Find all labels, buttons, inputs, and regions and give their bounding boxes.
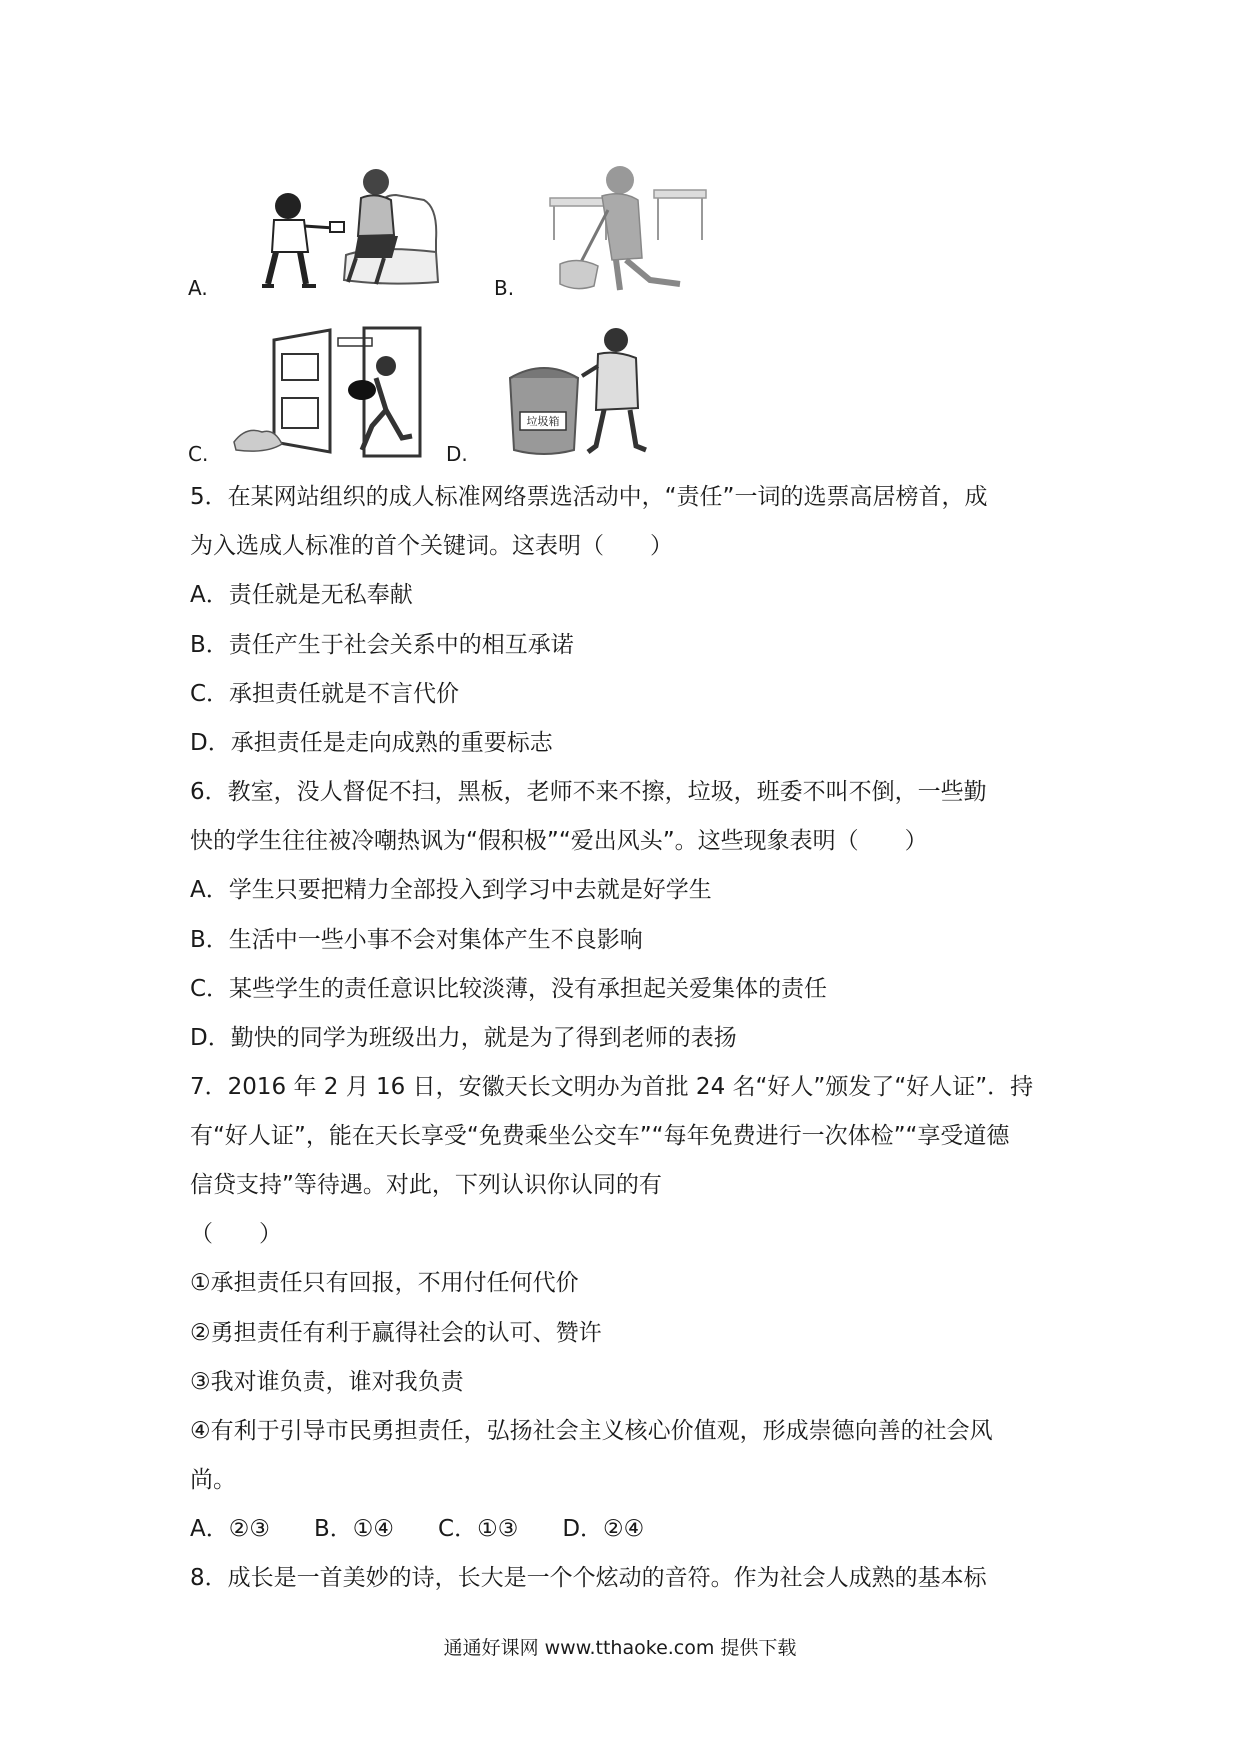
- q6-stem-line-2: 快的学生往往被冷嘲热讽为“假积极”“爱出风头”。这些现象表明（ ）: [190, 828, 928, 854]
- q5-option-b: B．责任产生于社会关系中的相互承诺: [190, 632, 574, 658]
- option-c-picture: [226, 318, 426, 466]
- page-footer: 通通好课网 www.tthaoke.com 提供下载: [443, 1637, 797, 1659]
- q6-option-c: C．某些学生的责任意识比较淡薄，没有承担起关爱集体的责任: [190, 976, 828, 1002]
- q6-stem-line-1: 6．教室，没人督促不扫，黑板，老师不来不擦，垃圾，班委不叫不倒，一些勤: [190, 779, 987, 805]
- q7-statement-4-continued: 尚。: [190, 1467, 236, 1493]
- q7-choice-a: A．②③: [190, 1516, 270, 1542]
- option-d-label: D.: [446, 442, 468, 466]
- q6-option-b: B．生活中一些小事不会对集体产生不良影响: [190, 927, 643, 953]
- q7-choices: [190, 1514, 688, 1544]
- option-b-picture: [530, 160, 710, 296]
- q7-choice-b: B．①④: [313, 1516, 395, 1542]
- q7-statement-3: ③我对谁负责，谁对我负责: [190, 1369, 464, 1395]
- q5-stem-line-2: 为入选成人标准的首个关键词。这表明（ ）: [190, 533, 673, 559]
- q5-stem-line-1: 5．在某网站组织的成人标准网络票选活动中，“责任”一词的选票高居榜首，成: [190, 484, 988, 510]
- q7-choice-d: D．②④: [562, 1516, 645, 1542]
- q6-option-a: A．学生只要把精力全部投入到学习中去就是好学生: [190, 877, 712, 903]
- q5-option-c: C．承担责任就是不言代价: [190, 681, 460, 707]
- q6-option-d: D．勤快的同学为班级出力，就是为了得到老师的表扬: [190, 1025, 737, 1051]
- q5-option-d: D．承担责任是走向成熟的重要标志: [190, 730, 553, 756]
- bin-label: 垃圾箱: [526, 415, 560, 428]
- option-a-picture: [226, 160, 454, 296]
- option-b-label: B.: [494, 276, 515, 300]
- q7-stem-line-1: 7．2016 年 2 月 16 日，安徽天长文明办为首批 24 名“好人”颁发了“好人证”．持: [190, 1074, 1034, 1100]
- option-a-label: A.: [188, 276, 208, 300]
- option-d-picture: [484, 318, 664, 466]
- q7-stem-line-4: （ ）: [190, 1221, 282, 1247]
- q7-choice-c: C．①③: [438, 1516, 519, 1542]
- q7-stem-line-2: 有“好人证”，能在天长享受“免费乘坐公交车”“每年免费进行一次体检”“享受道德: [190, 1123, 1010, 1149]
- q7-statement-4: ④有利于引导市民勇担责任，弘扬社会主义核心价值观，形成崇德向善的社会风: [190, 1418, 993, 1444]
- q7-stem-line-3: 信贷支持”等待遇。对此，下列认识你认同的有: [190, 1172, 662, 1198]
- option-c-label: C.: [188, 442, 209, 466]
- q5-option-a: A．责任就是无私奉献: [190, 582, 413, 608]
- q7-statement-1: ①承担责任只有回报，不用付任何代价: [190, 1270, 579, 1296]
- q8-stem-line-1: 8．成长是一首美妙的诗，长大是一个个炫动的音符。作为社会人成熟的基本标: [190, 1565, 987, 1591]
- q7-statement-2: ②勇担责任有利于赢得社会的认可、赞许: [190, 1320, 602, 1346]
